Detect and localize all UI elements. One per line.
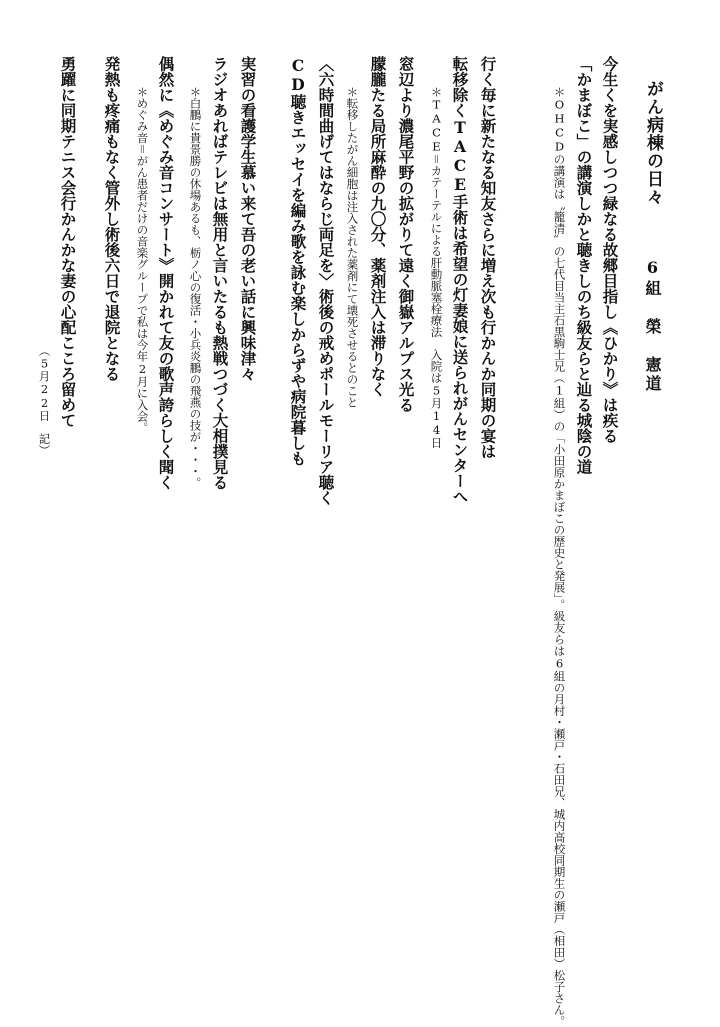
verse-line: 発熱も疼痛もなく管外し術後六日で退院となる (102, 56, 122, 382)
verse-line: 窓辺より濃尾平野の拡がりて遠く御嶽アルプス光る (396, 56, 416, 413)
verse-line: 勇躍に同期テニス会行かんかな妻の心配こころ留めて (58, 56, 78, 428)
verse-line: 〈六時間曲げてはならじ両足を〉術後の戒めポールモーリア聴く (316, 56, 336, 506)
verse-line: 偶然に《めぐみ音コンサート》開かれて友の歌声誇らしく聞く (156, 56, 176, 490)
verse-line: 今生くを実感しつつ緑なる故郷目指し《ひかり》は疾る (600, 56, 620, 444)
verse-note: ＊めぐみ音＝がん患者だけの音楽グループで私は今年2月に入会。 (135, 86, 150, 434)
verse-line: 行く毎に新たなる知友さらに増え次も行かんか同期の宴は (478, 56, 498, 459)
date-note: （5月22日 記） (37, 345, 52, 456)
verse-line: ラジオあればテレビは無用と言いたるも熱戦つづく大相撲見る (210, 56, 230, 490)
verse-note: ＊OHCDの講演は〝籠清〟の七代目当主石黒駒士兄（1組）の「小田原かまぼこの歴史と発展」。級友らは6組の月村・瀬戸・石田兄、城内高校同期生の瀬戸（相田）松子さん。 (552, 86, 567, 1027)
poem-title: がん病棟の日々 (643, 80, 663, 206)
verse-line: 転移除くTACE手術は希望の灯妻娘に送られがんセンターへ (450, 56, 470, 504)
verse-line: 「かまぼこ」の講演しかと聴きしのち級友らと辿る城陰の道 (574, 56, 594, 475)
verse-note: ＊転移したがん細胞は注入された薬剤にて壊死させるとのこと (345, 86, 360, 408)
author-byline: 6組 榮 憲道 (643, 258, 662, 394)
verse-line: 実習の看護学生慕い来て吾の老い話に興味津々 (238, 56, 258, 382)
verse-line: CD聴きエッセイを編み歌を詠む楽しからずや病院暮しも (288, 56, 308, 466)
verse-note: ＊白鵬に貴景勝の休場あるも、栃ノ心の復活・小兵炎鵬の飛燕の技が・・・。 (188, 86, 203, 489)
verse-note: ＊TACE＝カテーテルによる肝動脈塞栓療法 入院は5月14日 (429, 86, 444, 449)
verse-line: 朦朧たる局所麻酔の九〇分、薬剤注入は滞りなく (368, 56, 388, 397)
